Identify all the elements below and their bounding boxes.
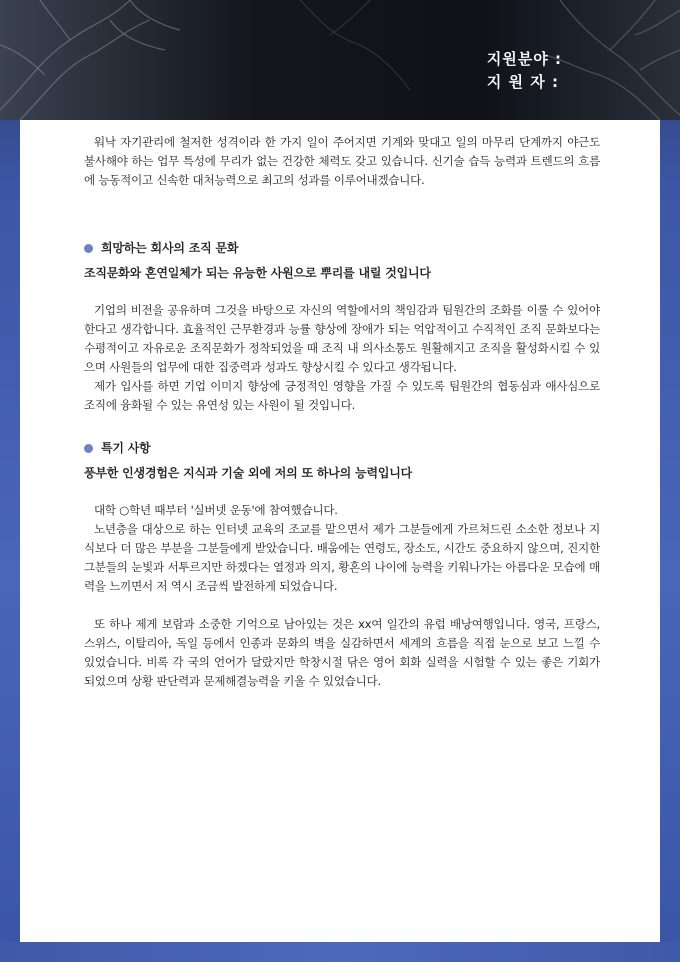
special-paragraph-3: 또 하나 제게 보람과 소중한 기억으로 남아있는 것은 xx여 일간의 유럽 배낭여행입니다. 영국, 프랑스, 스위스, 이탈리아, 독일 등에서 인종과 문화의 벽을 실감하면서 세계의 흐름을 직접 눈으로 보고 느낄 수 있었습니다. 비록 각 국의 언어가 달랐지만 학창시절 닦은 영어 회화 실력을 시험할 수 있는 좋은 기회가 되었으며 상황 판단력과 문제해결능력을 키울 수 있었습니다. <box>84 617 600 688</box>
coral-branch-decoration <box>0 0 680 120</box>
bullet-icon <box>84 444 93 453</box>
culture-paragraph-2: 제가 입사를 하면 기업 이미지 향상에 긍정적인 영향을 가질 수 있도록 팀원간의 협동심과 애사심으로 조직에 융화될 수 있는 유연성 있는 사원이 될 것입니다. <box>84 379 600 412</box>
section-title-culture: 희망하는 회사의 조직 문화 <box>101 241 239 255</box>
section-subtitle-culture: 조직문화와 혼연일체가 되는 유능한 사원으로 뿌리를 내릴 것입니다 <box>84 266 431 280</box>
field-label: 지원분야 : <box>486 50 562 68</box>
section-heading-special <box>84 439 600 458</box>
culture-paragraph-1: 기업의 비전을 공유하며 그것을 바탕으로 자신의 역할에서의 책임감과 팀원간의 조화를 이룰 수 있어야 한다고 생각합니다. 효율적인 근무환경과 능률 향상에 장애가 되는 억압적이고 수직적인 조직 문화보다는 수평적이고 자유로운 조직문화가 정착되었을 때 조직 내 의사소통도 원활해지고 조직을 활성화시킬 수 있으며 사원들의 업무에 대한 집중력과 성과도 향상시킬 수 있다고 생각됩니다. <box>84 303 600 374</box>
section-title-special: 특기 사항 <box>101 441 151 455</box>
section-subtitle-special: 풍부한 인생경험은 지식과 기술 외에 저의 또 하나의 능력입니다 <box>84 466 413 480</box>
bullet-icon <box>84 244 93 253</box>
applicant-info-box <box>487 48 562 94</box>
intro-paragraph: 워낙 자기관리에 철저한 성격이라 한 가지 일이 주어지면 기계와 맞대고 일의 마무리 단계까지 야근도 불사해야 하는 업무 특성에 무리가 없는 건강한 체력도 갖고 있습니다. 신기술 습득 능력과 트렌드의 흐름에 능동적이고 신속한 대처능력으로 최고의 성과를 이루어내겠습니다. <box>84 135 600 187</box>
header-banner <box>0 0 680 120</box>
special-paragraph-1: 대학 ○학년 때부터 '실버넷 운동'에 참여했습니다. <box>94 503 338 517</box>
applicant-label: 지 원 자 : <box>486 73 559 91</box>
special-paragraph-2: 노년층을 대상으로 하는 인터넷 교육의 조교를 맡으면서 제가 그분들에게 가르쳐드린 소소한 정보나 지식보다 더 많은 부분을 그분들에게 받았습니다. 배움에는 연령도, 장소도, 시간도 중요하지 않으며, 진지한 그분들의 눈빛과 서투르지만 하겠다는 열정과 의지, 황혼의 나이에 능력을 키워나가는 아름다운 모습에 매력을 느끼면서 저 역시 조금씩 발전하게 되었습니다. <box>84 522 600 593</box>
bottom-border <box>0 942 680 962</box>
document-content <box>84 133 600 691</box>
section-heading-culture <box>84 239 600 258</box>
